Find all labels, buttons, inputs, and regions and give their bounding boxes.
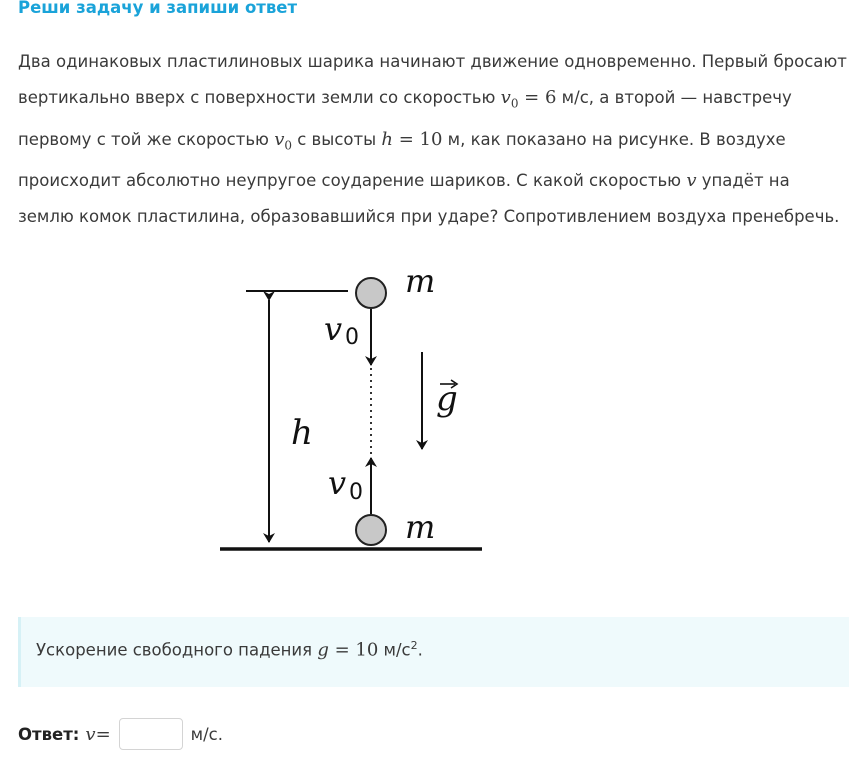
task-title: Реши задачу и запиши ответ [18, 0, 298, 17]
answer-unit: м/с. [190, 724, 223, 744]
v0-symbol-2: $v_0$ [274, 128, 292, 153]
problem-text-part-2: м/с, а второй — навстречу первому с той же скоростью [18, 88, 792, 149]
problem-text-part-1: Два одинаковых пластилиновых шарика начинают движение одновременно. Первый бросают вертикально вверх с поверхности земли со скоростью [18, 52, 847, 107]
g-unit-sup: 2 [410, 639, 418, 652]
note-end: . [417, 640, 423, 660]
label-v0-top-sub: 0 [345, 325, 359, 350]
answer-row [18, 717, 223, 751]
answer-input[interactable] [119, 718, 183, 750]
h-symbol: h [381, 128, 393, 150]
v0-symbol: $v_0$ [500, 87, 519, 111]
g-symbol: g [317, 639, 329, 661]
answer-v-symbol: v [85, 723, 96, 745]
label-v0-bottom: v [328, 464, 347, 502]
gravity-note-text [36, 639, 423, 661]
physics-diagram [0, 262, 863, 562]
problem-text-part-5: упадёт на землю комок пластилина, образовавшийся при ударе? Сопротивлением воздуха пренебречь. [18, 171, 840, 227]
label-v0-top: v [324, 310, 343, 348]
note-text-1: Ускорение свободного падения [36, 640, 318, 660]
h-equation: = 10 [392, 128, 443, 150]
answer-label: Ответ: [18, 724, 80, 744]
label-m-top: m [405, 262, 436, 300]
v-symbol: v [686, 170, 697, 192]
answer-equals: = [95, 723, 111, 745]
diagram-svg [0, 262, 863, 562]
problem-text-part-4: м, как показано на рисунке. В воздухе происходит абсолютно неупругое соударение шариков. С какой скоростью [18, 129, 786, 191]
top-ball [356, 278, 386, 308]
g-unit: м/с [378, 640, 411, 660]
g-equation: = 10 [328, 639, 379, 661]
gravity-note [18, 617, 849, 687]
label-g: g [436, 379, 458, 419]
bottom-ball [356, 515, 386, 545]
v0-equation: = 6 [518, 87, 557, 108]
label-v0-bottom-sub: 0 [349, 480, 363, 505]
label-h: h [291, 413, 313, 453]
problem-text [18, 44, 848, 235]
label-m-bottom: m [405, 508, 436, 546]
problem-text-part-3: с высоты [292, 129, 382, 149]
